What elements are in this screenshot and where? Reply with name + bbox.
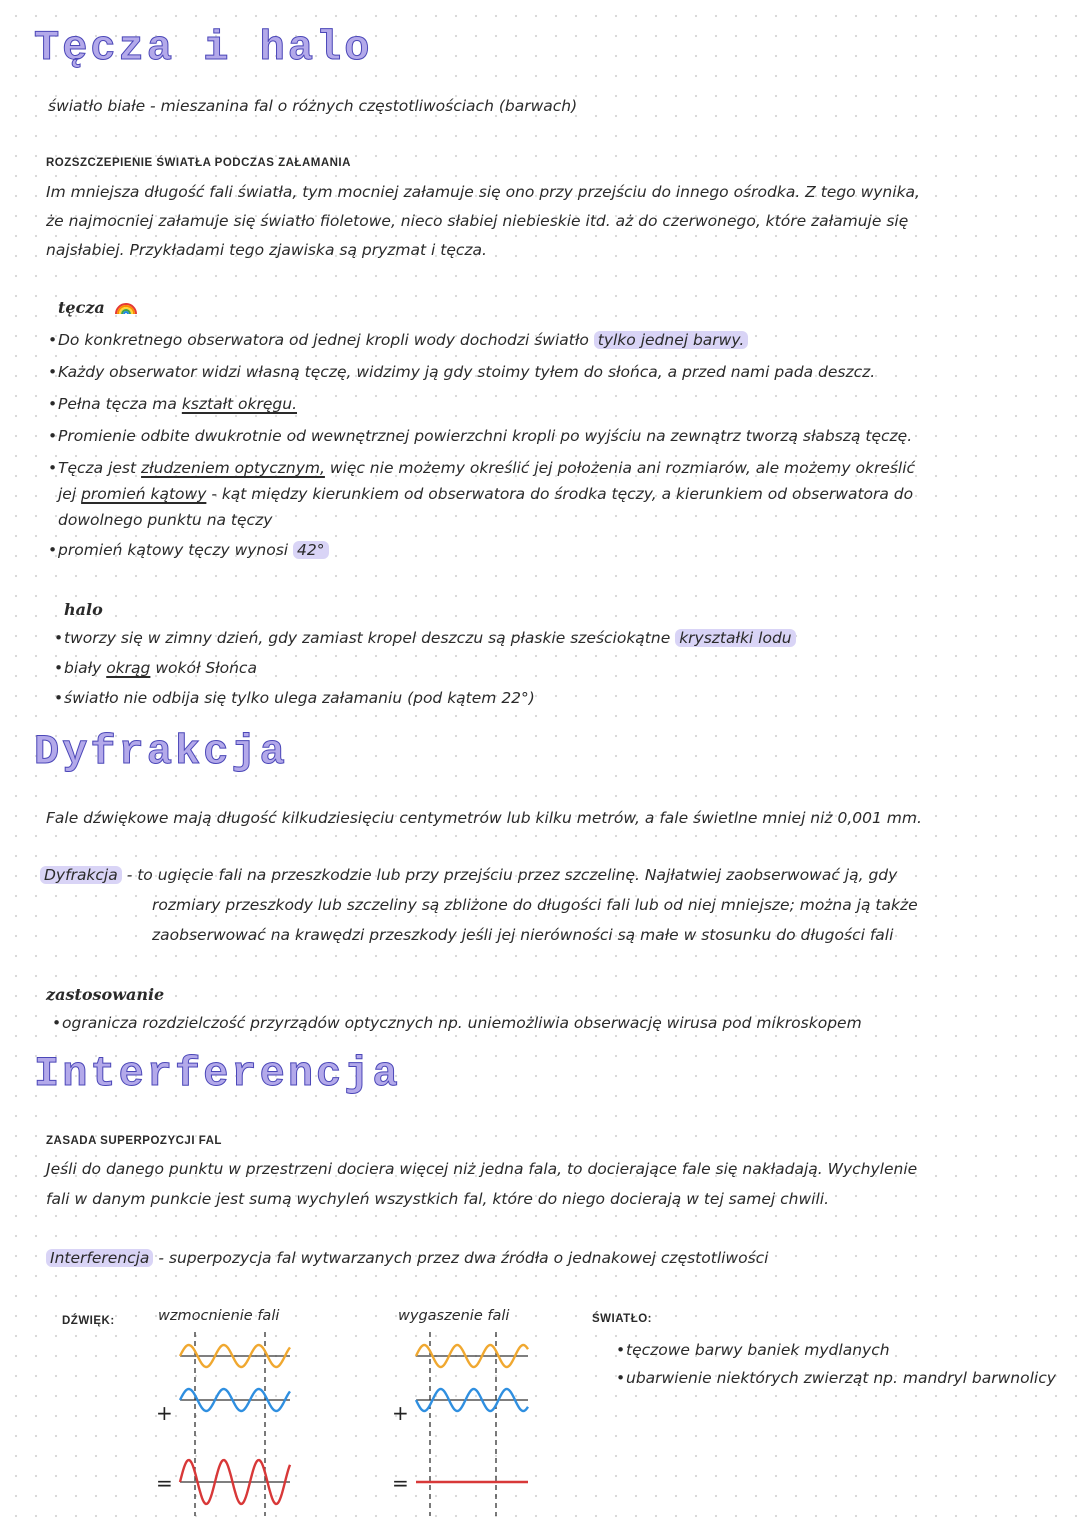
zastosowanie-bullet-1: • ogranicza rozdzielczość przyrządów optycznych np. uniemożliwia obserwację wirusa pod mikroskopem bbox=[62, 1013, 862, 1033]
tecza-bullet-6-text: promień kątowy tęczy wynosi bbox=[58, 541, 289, 559]
tecza-bullet-5-underline-b: promień kątowy bbox=[81, 485, 207, 503]
tecza-bullet-5-text-a: Tęcza jest bbox=[58, 459, 137, 477]
dyfrakcja-definition-line-2: rozmiary przeszkody lub szczeliny są zbliżone do długości fali lub od niej mniejsze; można ją także bbox=[152, 896, 918, 914]
wygaszenie-guide-lines bbox=[430, 1332, 496, 1516]
dyfrakcja-def-text-1: - to ugięcie fali na przeszkodzie lub przy przejściu przez szczelinę. Najłatwiej zaobserwować ją, gdy bbox=[126, 866, 898, 884]
tecza-bullet-5-line-3: dowolnego punktu na tęczy bbox=[58, 511, 273, 529]
tecza-heading bbox=[58, 298, 138, 317]
wzmocnienie-axes bbox=[180, 1356, 290, 1482]
tecza-bullet-1-highlight: tylko jednej barwy. bbox=[594, 331, 749, 349]
tecza-bullet-4: • Promienie odbite dwukrotnie od wewnętrznej powierzchni kropli po wyjściu na zewnątrz tworzą słabszą tęczę. bbox=[58, 426, 912, 446]
interferencja-term: Interferencja bbox=[46, 1249, 153, 1267]
halo-bullet-1 bbox=[64, 628, 796, 648]
halo-bullet-2-text-a: biały bbox=[64, 659, 102, 677]
wzmocnienie-label: wzmocnienie fali bbox=[158, 1308, 280, 1324]
equals-sign-2: = bbox=[392, 1471, 409, 1495]
halo-bullet-2-underline: okrąg bbox=[106, 659, 151, 677]
halo-bullet-3: • światło nie odbija się tylko ulega załamaniu (pod kątem 22°) bbox=[64, 688, 535, 708]
rozszczepienie-line-1: Im mniejsza długość fali światła, tym mocniej załamuje się ono przy przejściu do innego ośrodka. Z tego wynika, bbox=[46, 183, 920, 201]
tecza-bullet-1-text: Do konkretnego obserwatora od jednej kropli wody dochodzi światło bbox=[58, 331, 589, 349]
tecza-bullet-5 bbox=[58, 458, 915, 478]
superpozycja-heading: ZASADA SUPERPOZYCJI FAL bbox=[46, 1135, 222, 1147]
tecza-bullet-5-underline-a: złudzeniem optycznym, bbox=[141, 459, 325, 477]
swiatlo-bullet-2: • ubarwienie niektórych zwierząt np. mandryl barwnolicy bbox=[626, 1368, 1056, 1388]
rainbow-icon bbox=[114, 299, 138, 315]
halo-bullet-1-text: tworzy się w zimny dzień, gdy zamiast kropel deszczu są płaskie sześciokątne bbox=[64, 629, 671, 647]
dyfrakcja-definition-line-3: zaobserwować na krawędzi przeszkody jeśli jej nierówności są małe w stosunku do długości fali bbox=[152, 926, 894, 944]
intro-line: światło białe - mieszanina fal o różnych częstotliwościach (barwach) bbox=[48, 97, 578, 115]
dzwiek-label: DŹWIĘK: bbox=[62, 1315, 115, 1327]
swiatlo-label: ŚWIATŁO: bbox=[592, 1313, 652, 1325]
tecza-bullet-5-text-c: jej bbox=[58, 485, 77, 503]
rozszczepienie-line-3: najsłabiej. Przykładami tego zjawiska są pryzmat i tęcza. bbox=[46, 241, 487, 259]
tecza-bullet-1 bbox=[58, 330, 748, 350]
zastosowanie-heading: zastosowanie bbox=[46, 985, 165, 1004]
wygaszenie-diagram bbox=[388, 1328, 588, 1518]
tecza-bullet-3 bbox=[58, 394, 297, 414]
interferencja-def-text: - superpozycja fal wytwarzanych przez dwa źródła o jednakowej częstotliwości bbox=[158, 1249, 769, 1267]
tecza-bullet-6 bbox=[58, 540, 329, 560]
halo-heading: halo bbox=[64, 600, 103, 619]
halo-bullet-2-text-b: wokół Słońca bbox=[155, 659, 257, 677]
tecza-bullet-2: • Każdy obserwator widzi własną tęczę, widzimy ją gdy stoimy tyłem do słońca, a przed nami pada deszcz. bbox=[58, 362, 875, 382]
halo-bullet-1-highlight: kryształki lodu bbox=[675, 629, 795, 647]
halo-bullet-2 bbox=[64, 658, 257, 678]
tecza-bullet-3-text: Pełna tęcza ma bbox=[58, 395, 177, 413]
section-title-interferencja: Interferencja bbox=[34, 1050, 401, 1098]
dyfrakcja-term: Dyfrakcja bbox=[40, 866, 122, 884]
plus-sign-2: + bbox=[392, 1401, 409, 1425]
wzmocnienie-diagram bbox=[150, 1328, 350, 1518]
superpozycja-line-1: Jeśli do danego punktu w przestrzeni dociera więcej niż jedna fala, to docierające fale się nakładają. Wychylenie bbox=[46, 1160, 918, 1178]
interferencja-definition bbox=[46, 1248, 769, 1268]
wzmocnienie-guide-lines bbox=[195, 1332, 265, 1516]
tecza-heading-text: tęcza bbox=[58, 298, 105, 317]
swiatlo-bullet-1: • tęczowe barwy baniek mydlanych bbox=[626, 1340, 890, 1360]
section-title-tecza-i-halo: Tęcza i halo bbox=[34, 24, 373, 72]
dyfrakcja-definition-line-1 bbox=[40, 865, 897, 885]
tecza-bullet-5-text-d: - kąt między kierunkiem od obserwatora do środka tęczy, a kierunkiem od obserwatora do bbox=[211, 485, 914, 503]
rozszczepienie-line-2: że najmocniej załamuje się światło fioletowe, nieco słabiej niebieskie itd. aż do czerwonego, które załamuje się bbox=[46, 212, 909, 230]
fale-line: Fale dźwiękowe mają długość kilkudziesięciu centymetrów lub kilku metrów, a fale świetlne mniej niż 0,001 mm. bbox=[46, 809, 922, 827]
rozszczepienie-heading: ROZSZCZEPIENIE ŚWIATŁA PODCZAS ZAŁAMANIA bbox=[46, 157, 351, 169]
tecza-bullet-6-highlight: 42° bbox=[293, 541, 328, 559]
superpozycja-line-2: fali w danym punkcie jest sumą wychyleń wszystkich fal, które do niego docierają w tej samej chwili. bbox=[46, 1190, 829, 1208]
tecza-bullet-5-line-2 bbox=[58, 484, 913, 504]
plus-sign-1: + bbox=[156, 1401, 173, 1425]
equals-sign-1: = bbox=[156, 1471, 173, 1495]
tecza-bullet-3-underline: kształt okręgu. bbox=[181, 395, 298, 413]
tecza-bullet-5-text-b: więc nie możemy określić jej położenia ani rozmiarów, ale możemy określić bbox=[329, 459, 916, 477]
wygaszenie-label: wygaszenie fali bbox=[398, 1308, 510, 1324]
section-title-dyfrakcja: Dyfrakcja bbox=[34, 728, 288, 776]
